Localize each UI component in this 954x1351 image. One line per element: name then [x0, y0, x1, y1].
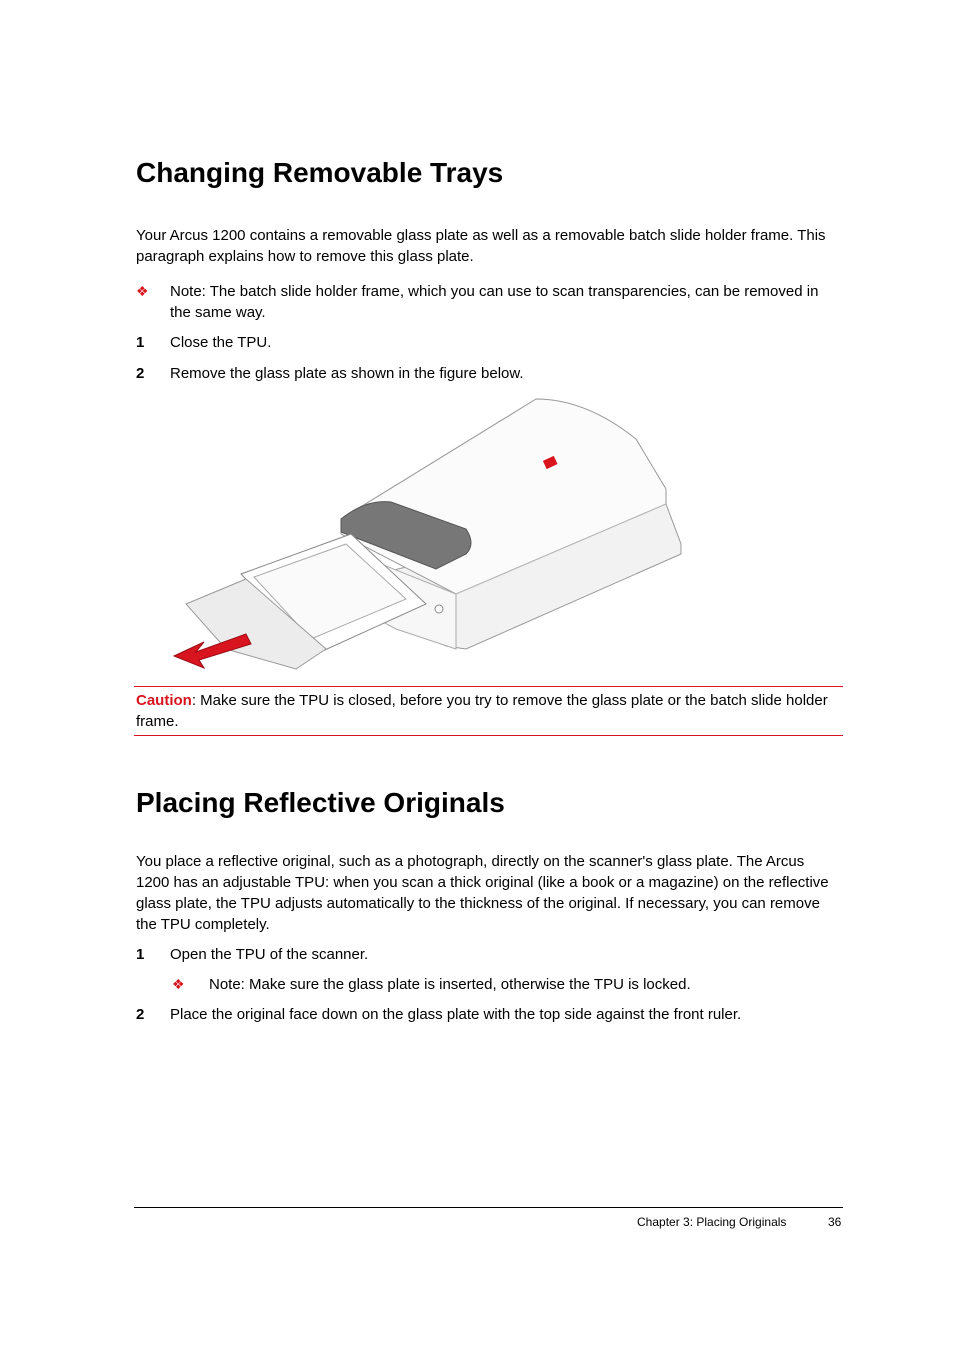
footer-divider — [134, 1207, 843, 1208]
step-text: Remove the glass plate as shown in the figure below. — [170, 365, 524, 382]
step-text: Open the TPU of the scanner. — [170, 946, 369, 963]
section-title-reflective: Placing Reflective Originals — [136, 787, 505, 818]
note-text: Note: Make sure the glass plate is inserted, otherwise the TPU is locked. — [209, 976, 691, 993]
power-button-icon — [435, 605, 443, 613]
caution-paragraph — [136, 690, 836, 732]
reflective-intro-paragraph: You place a reflective original, such as a photograph, directly on the scanner's glass plate. The Arcus 1200 has an adjustable TPU: when you scan a thick original (like a book or a magazine) on the reflective glass plate, the TPU adjusts automatically to the thickness of the original. If necessary, you can remove the TPU completely. — [136, 853, 829, 933]
page-number: 36 — [828, 1215, 842, 1229]
section-title-changing-trays: Changing Removable Trays — [136, 157, 504, 188]
scanner-figure — [166, 394, 686, 679]
step-number: 1 — [136, 946, 145, 963]
step-number: 2 — [136, 365, 145, 382]
footer-chapter: Chapter 3: Placing Originals — [637, 1215, 787, 1229]
caution-label: Caution — [136, 692, 192, 709]
step-number: 1 — [136, 334, 145, 351]
step-number: 2 — [136, 1006, 145, 1023]
caution-text: : Make sure the TPU is closed, before you try to remove the glass plate or the batch slide holder frame. — [136, 692, 828, 730]
diamond-bullet-icon: ❖ — [172, 976, 185, 992]
intro-paragraph: Your Arcus 1200 contains a removable glass plate as well as a removable batch slide holder frame. This paragraph explains how to remove this glass plate. — [136, 227, 826, 265]
caution-box — [134, 686, 843, 736]
step-text: Place the original face down on the glass plate with the top side against the front ruler. — [170, 1006, 742, 1023]
note-text: Note: The batch slide holder frame, which you can use to scan transparencies, can be removed in the same way. — [170, 283, 819, 321]
diamond-bullet-icon: ❖ — [136, 283, 149, 299]
step-text: Close the TPU. — [170, 334, 272, 351]
